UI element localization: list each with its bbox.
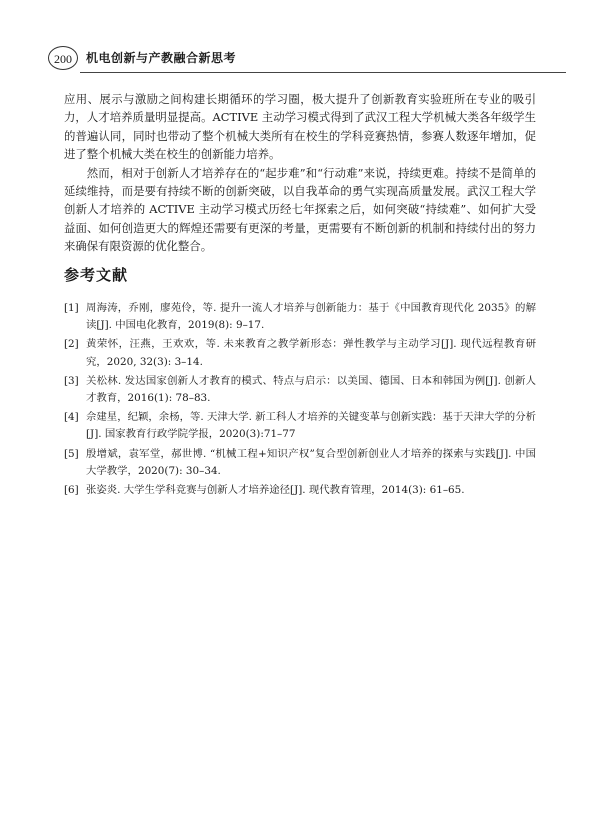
- reference-number: [2]: [64, 338, 79, 351]
- reference-item: [64, 336, 536, 370]
- body-text: [64, 90, 536, 256]
- running-title: 机电创新与产教融合新思考: [86, 51, 237, 65]
- reference-text: 殷增斌，袁军堂，郝世博. “机械工程+知识产权”复合型创新创业人才培养的探索与实践[J]. 中国大学教学，2020(7): 30–34.: [86, 447, 536, 477]
- reference-item: [64, 482, 536, 499]
- reference-number: [4]: [64, 411, 79, 424]
- reference-text: 关松林. 发达国家创新人才教育的模式、特点与启示：以美国、德国、日本和韩国为例[J]. 创新人才教育，2016(1): 78–83.: [86, 374, 536, 405]
- reference-item: [64, 409, 536, 443]
- reference-text: 张姿炎. 大学生学科竞赛与创新人才培养途径[J]. 现代教育管理，2014(3): 61–65.: [86, 484, 465, 497]
- page-number: 200: [48, 46, 78, 70]
- section-title: 参考文献: [64, 266, 129, 284]
- reference-text: 佘建星，纪颖，余杨，等. 天津大学. 新工科人才培养的关键变革与创新实践：基于天津大学的分析[J]. 国家教育行政学院学报，2020(3):71–77: [86, 411, 536, 441]
- paragraph: 然而，相对于创新人才培养存在的“起步难”和“行动难”来说，持续更难。持续不是简单的延续维持，而是要有持续不断的创新突破，以自我革命的勇气实现高质量发展。武汉工程大学创新人才培养的 ACTIVE 主动学习模式历经七年探索之后，如何突破“持续难”、如何扩大受益面、如何创造更大的辉煌还需要有更深的考量，更需要有不断创新的机制和持续付出的努力来确保有限资源的优化整合。: [64, 165, 536, 254]
- reference-text: 黄荣怀，汪燕，王欢欢，等. 未来教育之教学新形态：弹性教学与主动学习[J]. 现代远程教育研究，2020, 32(3): 3–14.: [86, 338, 536, 368]
- paragraph: 应用、展示与激励之间构建长期循环的学习圈，极大提升了创新教育实验班所在专业的吸引力，人才培养质量明显提高。ACTIVE 主动学习模式得到了武汉工程大学机械大类各年级学生的普遍认同，同时也带动了整个机械大类所有在校生的学科竞赛热情，参赛人数逐年增加，促进了整个机械大类在校生的创新能力培养。: [64, 92, 536, 162]
- reference-item: [64, 446, 536, 480]
- page-header: [46, 46, 566, 72]
- reference-list: [64, 300, 536, 501]
- reference-item: [64, 300, 536, 334]
- reference-number: [6]: [64, 484, 79, 497]
- reference-item: [64, 373, 536, 407]
- reference-number: [5]: [64, 447, 79, 460]
- header-rule: [80, 72, 566, 73]
- reference-number: [3]: [64, 374, 79, 387]
- reference-number: [1]: [64, 302, 79, 314]
- reference-text: 周海涛，乔刚，廖苑伶，等. 提升一流人才培养与创新能力：基于《中国教育现代化 2035》的解读[J]. 中国电化教育，2019(8): 9–17.: [86, 302, 536, 332]
